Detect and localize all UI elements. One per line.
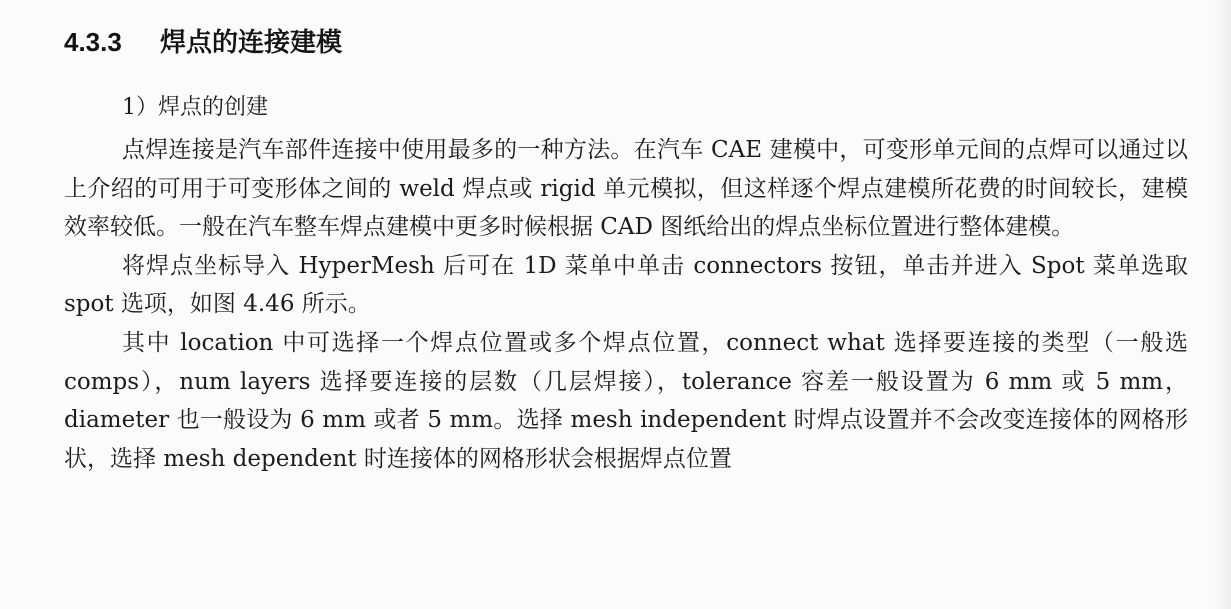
subsection-title: 1）焊点的创建 bbox=[122, 95, 268, 120]
page-edge-shadow bbox=[1213, 0, 1231, 609]
section-heading bbox=[64, 22, 342, 62]
paragraph-hypermesh-import: 将焊点坐标导入 HyperMesh 后可在 1D 菜单中单击 connectors 按钮，单击并进入 Spot 菜单选取 spot 选项，如图 4.46 所示。 bbox=[64, 252, 1188, 318]
section-title: 焊点的连接建模 bbox=[160, 27, 343, 57]
paragraph-options: 其中 location 中可选择一个焊点位置或多个焊点位置，connect what 选择要连接的类型（一般选 comps），num layers 选择要连接的层数（几层焊接），tolerance 容差一般设置为 6 mm 或 5 mm，diameter 也一般设为 6 mm 或者 5 mm。选择 mesh independent 时焊点设置并不会改变连接体的网格形状，选择 mesh dependent 时连接体的网格形状会根据焊点位置 bbox=[64, 329, 1188, 472]
paragraph-spot-weld-intro: 点焊连接是汽车部件连接中使用最多的一种方法。在汽车 CAE 建模中，可变形单元间的点焊可以通过以上介绍的可用于可变形体之间的 weld 焊点或 rigid 单元模拟，但这样逐个焊点建模所花费的时间较长，建模效率较低。一般在汽车整车焊点建模中更多时候根据 CAD 图纸给出的焊点坐标位置进行整体建模。 bbox=[64, 137, 1188, 241]
section-number: 4.3.3 bbox=[64, 27, 122, 57]
body-text bbox=[64, 131, 1188, 478]
